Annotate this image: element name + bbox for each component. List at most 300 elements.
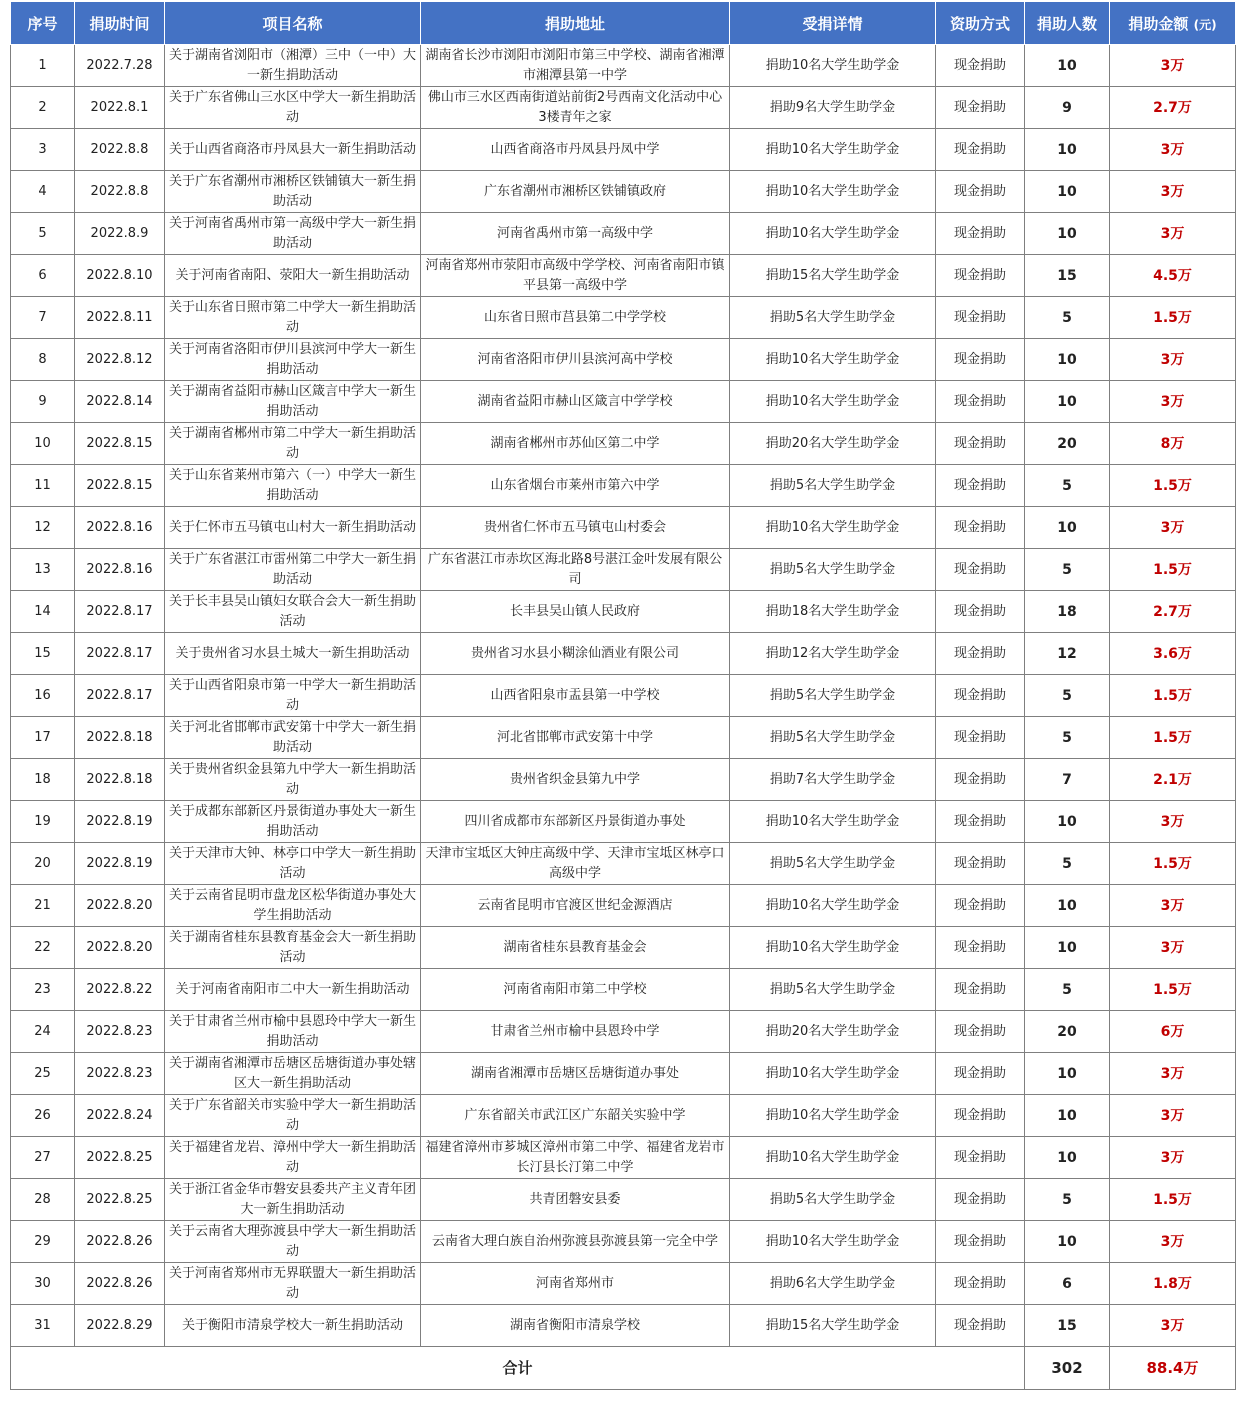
cell-method: 现金捐助	[936, 1179, 1025, 1221]
cell-address-text: 湖南省桂东县教育基金会	[503, 939, 647, 955]
cell-index: 8	[11, 339, 75, 381]
cell-project-text: 关于贵州省织金县第九中学大一新生捐助活动	[169, 761, 416, 797]
cell-method: 现金捐助	[936, 801, 1025, 843]
cell-project	[165, 213, 421, 255]
cell-project-text: 关于云南省大理弥渡县中学大一新生捐助活动	[169, 1223, 416, 1259]
cell-amount: 3万	[1110, 129, 1236, 171]
cell-address	[421, 213, 730, 255]
cell-amount: 3.6万	[1110, 633, 1236, 675]
cell-date: 2022.8.15	[75, 423, 165, 465]
cell-project-text: 关于山西省阳泉市第一中学大一新生捐助活动	[169, 677, 416, 713]
cell-address	[421, 1305, 730, 1347]
cell-project	[165, 633, 421, 675]
cell-count: 10	[1025, 927, 1110, 969]
donation-table	[10, 1, 1236, 1390]
cell-project-text: 关于广东省韶关市实验中学大一新生捐助活动	[169, 1097, 416, 1133]
cell-detail: 捐助10名大学生助学金	[730, 801, 936, 843]
header-date: 捐助时间	[75, 2, 165, 45]
table-row	[11, 213, 1236, 255]
table-row	[11, 1305, 1236, 1347]
cell-index: 13	[11, 549, 75, 591]
cell-count: 12	[1025, 633, 1110, 675]
cell-project	[165, 1095, 421, 1137]
cell-project-text: 关于衡阳市清泉学校大一新生捐助活动	[181, 1317, 403, 1333]
cell-index: 10	[11, 423, 75, 465]
cell-address	[421, 675, 730, 717]
cell-detail: 捐助10名大学生助学金	[730, 927, 936, 969]
cell-project	[165, 1179, 421, 1221]
cell-address	[421, 759, 730, 801]
cell-address-text: 湖南省长沙市浏阳市浏阳市第三中学校、湖南省湘潭市湘潭县第一中学	[425, 47, 725, 83]
cell-index: 2	[11, 87, 75, 129]
cell-date: 2022.8.18	[75, 717, 165, 759]
cell-index: 1	[11, 45, 75, 87]
table-row	[11, 1263, 1236, 1305]
cell-index: 30	[11, 1263, 75, 1305]
header-amount	[1110, 2, 1236, 45]
cell-date: 2022.8.20	[75, 885, 165, 927]
table-row	[11, 87, 1236, 129]
cell-index: 3	[11, 129, 75, 171]
cell-detail: 捐助7名大学生助学金	[730, 759, 936, 801]
cell-detail: 捐助5名大学生助学金	[730, 549, 936, 591]
table-row	[11, 465, 1236, 507]
cell-detail: 捐助18名大学生助学金	[730, 591, 936, 633]
table-row	[11, 969, 1236, 1011]
cell-method: 现金捐助	[936, 507, 1025, 549]
table-row	[11, 45, 1236, 87]
cell-address	[421, 45, 730, 87]
cell-method: 现金捐助	[936, 1137, 1025, 1179]
cell-detail: 捐助9名大学生助学金	[730, 87, 936, 129]
cell-date: 2022.8.1	[75, 87, 165, 129]
cell-method: 现金捐助	[936, 591, 1025, 633]
cell-project	[165, 591, 421, 633]
cell-count: 10	[1025, 45, 1110, 87]
cell-project-text: 关于河南省南阳、荥阳大一新生捐助活动	[175, 267, 410, 283]
cell-count: 5	[1025, 549, 1110, 591]
table-row	[11, 549, 1236, 591]
cell-address	[421, 507, 730, 549]
cell-method: 现金捐助	[936, 339, 1025, 381]
cell-date: 2022.8.24	[75, 1095, 165, 1137]
cell-count: 10	[1025, 885, 1110, 927]
cell-project	[165, 339, 421, 381]
table-row	[11, 633, 1236, 675]
cell-amount: 1.5万	[1110, 843, 1236, 885]
cell-date: 2022.8.9	[75, 213, 165, 255]
cell-detail: 捐助10名大学生助学金	[730, 213, 936, 255]
cell-index: 11	[11, 465, 75, 507]
cell-project	[165, 129, 421, 171]
cell-address	[421, 171, 730, 213]
cell-date: 2022.7.28	[75, 45, 165, 87]
cell-method: 现金捐助	[936, 927, 1025, 969]
header-method: 资助方式	[936, 2, 1025, 45]
cell-amount: 1.8万	[1110, 1263, 1236, 1305]
cell-count: 5	[1025, 465, 1110, 507]
cell-index: 9	[11, 381, 75, 423]
total-amount: 88.4万	[1110, 1347, 1236, 1390]
cell-method: 现金捐助	[936, 213, 1025, 255]
cell-amount: 3万	[1110, 507, 1236, 549]
cell-count: 5	[1025, 843, 1110, 885]
cell-address-text: 共青团磐安县委	[529, 1191, 621, 1207]
header-amount-label: 捐助金额	[1128, 14, 1189, 33]
cell-amount: 3万	[1110, 1053, 1236, 1095]
cell-address	[421, 1137, 730, 1179]
table-row	[11, 927, 1236, 969]
table-row	[11, 339, 1236, 381]
cell-method: 现金捐助	[936, 423, 1025, 465]
cell-detail: 捐助10名大学生助学金	[730, 507, 936, 549]
cell-amount: 3万	[1110, 1305, 1236, 1347]
cell-address-text: 长丰县吴山镇人民政府	[509, 603, 640, 619]
cell-count: 10	[1025, 507, 1110, 549]
cell-project-text: 关于浙江省金华市磐安县委共产主义青年团大一新生捐助活动	[169, 1181, 416, 1217]
cell-index: 19	[11, 801, 75, 843]
cell-project	[165, 423, 421, 465]
cell-project	[165, 1011, 421, 1053]
cell-index: 16	[11, 675, 75, 717]
cell-index: 26	[11, 1095, 75, 1137]
cell-count: 15	[1025, 255, 1110, 297]
cell-count: 10	[1025, 1221, 1110, 1263]
cell-amount: 2.7万	[1110, 87, 1236, 129]
table-row	[11, 297, 1236, 339]
table-row	[11, 1179, 1236, 1221]
cell-date: 2022.8.19	[75, 801, 165, 843]
cell-method: 现金捐助	[936, 843, 1025, 885]
cell-detail: 捐助10名大学生助学金	[730, 885, 936, 927]
cell-method: 现金捐助	[936, 1221, 1025, 1263]
cell-count: 18	[1025, 591, 1110, 633]
cell-index: 18	[11, 759, 75, 801]
cell-project-text: 关于广东省佛山三水区中学大一新生捐助活动	[169, 89, 416, 125]
cell-detail: 捐助10名大学生助学金	[730, 1137, 936, 1179]
cell-project	[165, 717, 421, 759]
cell-count: 5	[1025, 297, 1110, 339]
cell-date: 2022.8.26	[75, 1221, 165, 1263]
cell-count: 20	[1025, 1011, 1110, 1053]
cell-method: 现金捐助	[936, 87, 1025, 129]
cell-amount: 3万	[1110, 801, 1236, 843]
cell-detail: 捐助6名大学生助学金	[730, 1263, 936, 1305]
table-row	[11, 1221, 1236, 1263]
cell-count: 5	[1025, 1179, 1110, 1221]
header-row	[11, 2, 1236, 45]
cell-method: 现金捐助	[936, 45, 1025, 87]
cell-date: 2022.8.17	[75, 633, 165, 675]
cell-amount: 1.5万	[1110, 717, 1236, 759]
cell-count: 5	[1025, 969, 1110, 1011]
cell-project	[165, 843, 421, 885]
cell-date: 2022.8.25	[75, 1179, 165, 1221]
cell-count: 20	[1025, 423, 1110, 465]
cell-date: 2022.8.11	[75, 297, 165, 339]
total-count: 302	[1025, 1347, 1110, 1390]
header-index: 序号	[11, 2, 75, 45]
cell-index: 21	[11, 885, 75, 927]
cell-amount: 3万	[1110, 339, 1236, 381]
cell-project-text: 关于河南省禹州市第一高级中学大一新生捐助活动	[169, 215, 416, 251]
cell-project-text: 关于河南省南阳市二中大一新生捐助活动	[175, 981, 410, 997]
table-row	[11, 591, 1236, 633]
cell-detail: 捐助20名大学生助学金	[730, 423, 936, 465]
cell-project	[165, 171, 421, 213]
cell-method: 现金捐助	[936, 885, 1025, 927]
cell-date: 2022.8.16	[75, 507, 165, 549]
cell-project-text: 关于河北省邯郸市武安第十中学大一新生捐助活动	[169, 719, 416, 755]
cell-address	[421, 633, 730, 675]
cell-project-text: 关于广东省湛江市雷州第二中学大一新生捐助活动	[169, 551, 416, 587]
cell-project	[165, 885, 421, 927]
cell-date: 2022.8.17	[75, 591, 165, 633]
cell-detail: 捐助5名大学生助学金	[730, 297, 936, 339]
cell-detail: 捐助10名大学生助学金	[730, 339, 936, 381]
cell-project-text: 关于山东省莱州市第六（一）中学大一新生捐助活动	[169, 467, 416, 503]
cell-project	[165, 801, 421, 843]
cell-count: 10	[1025, 339, 1110, 381]
cell-index: 17	[11, 717, 75, 759]
cell-method: 现金捐助	[936, 1053, 1025, 1095]
table-row	[11, 1053, 1236, 1095]
cell-count: 10	[1025, 1095, 1110, 1137]
cell-method: 现金捐助	[936, 381, 1025, 423]
cell-address	[421, 1053, 730, 1095]
cell-address-text: 云南省昆明市官渡区世纪金源酒店	[477, 897, 673, 913]
cell-count: 15	[1025, 1305, 1110, 1347]
total-label: 合计	[11, 1347, 1025, 1390]
cell-project	[165, 1053, 421, 1095]
cell-address	[421, 1095, 730, 1137]
cell-amount: 6万	[1110, 1011, 1236, 1053]
header-count: 捐助人数	[1025, 2, 1110, 45]
cell-count: 10	[1025, 1137, 1110, 1179]
cell-address-text: 河北省邯郸市武安第十中学	[496, 729, 653, 745]
cell-project-text: 关于湖南省湘潭市岳塘区岳塘街道办事处辖区大一新生捐助活动	[169, 1055, 416, 1091]
cell-detail: 捐助5名大学生助学金	[730, 969, 936, 1011]
cell-method: 现金捐助	[936, 297, 1025, 339]
cell-project-text: 关于山西省商洛市丹凤县大一新生捐助活动	[169, 141, 416, 157]
cell-project-text: 关于湖南省浏阳市（湘潭）三中（一中）大一新生捐助活动	[169, 47, 416, 83]
cell-index: 4	[11, 171, 75, 213]
cell-address-text: 湖南省郴州市苏仙区第二中学	[490, 435, 660, 451]
cell-method: 现金捐助	[936, 633, 1025, 675]
cell-project	[165, 507, 421, 549]
cell-project	[165, 969, 421, 1011]
table-row	[11, 1011, 1236, 1053]
cell-address	[421, 969, 730, 1011]
cell-amount: 2.7万	[1110, 591, 1236, 633]
cell-project-text: 关于河南省洛阳市伊川县滨河中学大一新生捐助活动	[169, 341, 416, 377]
cell-project-text: 关于天津市大钟、林亭口中学大一新生捐助活动	[169, 845, 416, 881]
cell-index: 6	[11, 255, 75, 297]
cell-method: 现金捐助	[936, 465, 1025, 507]
cell-method: 现金捐助	[936, 969, 1025, 1011]
cell-index: 25	[11, 1053, 75, 1095]
table-row	[11, 129, 1236, 171]
cell-address-text: 贵州省习水县小糊涂仙酒业有限公司	[470, 645, 679, 661]
cell-detail: 捐助12名大学生助学金	[730, 633, 936, 675]
cell-method: 现金捐助	[936, 1305, 1025, 1347]
cell-address-text: 山东省日照市莒县第二中学学校	[483, 309, 666, 325]
cell-count: 10	[1025, 129, 1110, 171]
cell-amount: 1.5万	[1110, 465, 1236, 507]
cell-index: 5	[11, 213, 75, 255]
cell-address-text: 贵州省仁怀市五马镇屯山村委会	[483, 519, 666, 535]
cell-count: 5	[1025, 675, 1110, 717]
cell-project	[165, 465, 421, 507]
cell-address-text: 湖南省益阳市赫山区箴言中学学校	[477, 393, 673, 409]
cell-date: 2022.8.19	[75, 843, 165, 885]
cell-address-text: 云南省大理白族自治州弥渡县弥渡县第一完全中学	[431, 1233, 718, 1249]
cell-detail: 捐助5名大学生助学金	[730, 465, 936, 507]
cell-project-text: 关于甘肃省兰州市榆中县恩玲中学大一新生捐助活动	[169, 1013, 416, 1049]
cell-address-text: 山西省商洛市丹凤县丹凤中学	[490, 141, 660, 157]
cell-project-text: 关于福建省龙岩、漳州中学大一新生捐助活动	[169, 1139, 416, 1175]
cell-method: 现金捐助	[936, 1095, 1025, 1137]
cell-detail: 捐助15名大学生助学金	[730, 255, 936, 297]
table-row	[11, 717, 1236, 759]
cell-address-text: 广东省湛江市赤坎区海北路8号湛江金叶发展有限公司	[427, 551, 723, 587]
cell-detail: 捐助10名大学生助学金	[730, 45, 936, 87]
cell-count: 7	[1025, 759, 1110, 801]
cell-amount: 1.5万	[1110, 969, 1236, 1011]
cell-date: 2022.8.16	[75, 549, 165, 591]
cell-method: 现金捐助	[936, 675, 1025, 717]
cell-amount: 4.5万	[1110, 255, 1236, 297]
cell-project	[165, 927, 421, 969]
cell-address-text: 河南省郑州市荥阳市高级中学学校、河南省南阳市镇平县第一高级中学	[425, 257, 725, 293]
cell-project	[165, 1305, 421, 1347]
cell-date: 2022.8.10	[75, 255, 165, 297]
cell-project-text: 关于山东省日照市第二中学大一新生捐助活动	[169, 299, 416, 335]
cell-index: 31	[11, 1305, 75, 1347]
cell-amount: 3万	[1110, 1095, 1236, 1137]
cell-date: 2022.8.29	[75, 1305, 165, 1347]
cell-detail: 捐助5名大学生助学金	[730, 717, 936, 759]
cell-date: 2022.8.8	[75, 171, 165, 213]
cell-address-text: 河南省南阳市第二中学校	[503, 981, 647, 997]
cell-count: 5	[1025, 717, 1110, 759]
table-row	[11, 507, 1236, 549]
header-amount-unit: (元)	[1193, 17, 1217, 32]
cell-index: 22	[11, 927, 75, 969]
cell-address-text: 山西省阳泉市盂县第一中学校	[490, 687, 660, 703]
cell-amount: 1.5万	[1110, 675, 1236, 717]
cell-amount: 1.5万	[1110, 297, 1236, 339]
cell-project-text: 关于仁怀市五马镇屯山村大一新生捐助活动	[169, 519, 416, 535]
cell-address	[421, 1011, 730, 1053]
cell-index: 24	[11, 1011, 75, 1053]
cell-project	[165, 759, 421, 801]
cell-count: 10	[1025, 213, 1110, 255]
cell-count: 10	[1025, 171, 1110, 213]
cell-detail: 捐助5名大学生助学金	[730, 1179, 936, 1221]
cell-address	[421, 1179, 730, 1221]
cell-method: 现金捐助	[936, 759, 1025, 801]
cell-project	[165, 297, 421, 339]
cell-address	[421, 87, 730, 129]
cell-detail: 捐助20名大学生助学金	[730, 1011, 936, 1053]
cell-address	[421, 423, 730, 465]
cell-amount: 3万	[1110, 381, 1236, 423]
cell-address-text: 四川省成都市东部新区丹景街道办事处	[464, 813, 686, 829]
cell-address-text: 福建省漳州市芗城区漳州市第二中学、福建省龙岩市长汀县长汀第二中学	[425, 1139, 725, 1175]
cell-address-text: 广东省潮州市湘桥区铁铺镇政府	[483, 183, 666, 199]
cell-date: 2022.8.20	[75, 927, 165, 969]
cell-address	[421, 717, 730, 759]
cell-method: 现金捐助	[936, 171, 1025, 213]
cell-address-text: 广东省韶关市武江区广东韶关实验中学	[464, 1107, 686, 1123]
cell-project-text: 关于湖南省桂东县教育基金会大一新生捐助活动	[169, 929, 416, 965]
header-project: 项目名称	[165, 2, 421, 45]
cell-date: 2022.8.17	[75, 675, 165, 717]
cell-index: 7	[11, 297, 75, 339]
cell-amount: 3万	[1110, 45, 1236, 87]
cell-detail: 捐助5名大学生助学金	[730, 843, 936, 885]
table-row	[11, 1095, 1236, 1137]
cell-address	[421, 1221, 730, 1263]
cell-project-text: 关于云南省昆明市盘龙区松华街道办事处大学生捐助活动	[169, 887, 416, 923]
table-row	[11, 843, 1236, 885]
cell-count: 9	[1025, 87, 1110, 129]
cell-address	[421, 591, 730, 633]
cell-amount: 3万	[1110, 171, 1236, 213]
cell-index: 27	[11, 1137, 75, 1179]
cell-method: 现金捐助	[936, 255, 1025, 297]
cell-address-text: 湖南省衡阳市清泉学校	[509, 1317, 640, 1333]
cell-address	[421, 885, 730, 927]
cell-date: 2022.8.23	[75, 1053, 165, 1095]
cell-method: 现金捐助	[936, 1011, 1025, 1053]
cell-address	[421, 465, 730, 507]
cell-address-text: 天津市宝坻区大钟庄高级中学、天津市宝坻区林亭口高级中学	[425, 845, 725, 881]
cell-index: 15	[11, 633, 75, 675]
header-detail: 受捐详情	[730, 2, 936, 45]
cell-address	[421, 381, 730, 423]
cell-detail: 捐助10名大学生助学金	[730, 1095, 936, 1137]
cell-date: 2022.8.23	[75, 1011, 165, 1053]
cell-project-text: 关于成都东部新区丹景街道办事处大一新生捐助活动	[169, 803, 416, 839]
cell-detail: 捐助10名大学生助学金	[730, 1221, 936, 1263]
cell-address-text: 河南省禹州市第一高级中学	[496, 225, 653, 241]
cell-index: 29	[11, 1221, 75, 1263]
cell-amount: 3万	[1110, 1221, 1236, 1263]
cell-address	[421, 801, 730, 843]
cell-project	[165, 381, 421, 423]
cell-address	[421, 843, 730, 885]
table-row	[11, 381, 1236, 423]
cell-address-text: 山东省烟台市莱州市第六中学	[490, 477, 660, 493]
total-row	[11, 1347, 1236, 1390]
cell-project	[165, 1137, 421, 1179]
table-body	[11, 45, 1236, 1347]
cell-count: 10	[1025, 1053, 1110, 1095]
table-row	[11, 801, 1236, 843]
cell-index: 14	[11, 591, 75, 633]
cell-detail: 捐助5名大学生助学金	[730, 675, 936, 717]
cell-detail: 捐助15名大学生助学金	[730, 1305, 936, 1347]
cell-detail: 捐助10名大学生助学金	[730, 171, 936, 213]
cell-amount: 2.1万	[1110, 759, 1236, 801]
cell-method: 现金捐助	[936, 129, 1025, 171]
cell-address	[421, 297, 730, 339]
table-row	[11, 675, 1236, 717]
cell-address	[421, 1263, 730, 1305]
header-address: 捐助地址	[421, 2, 730, 45]
